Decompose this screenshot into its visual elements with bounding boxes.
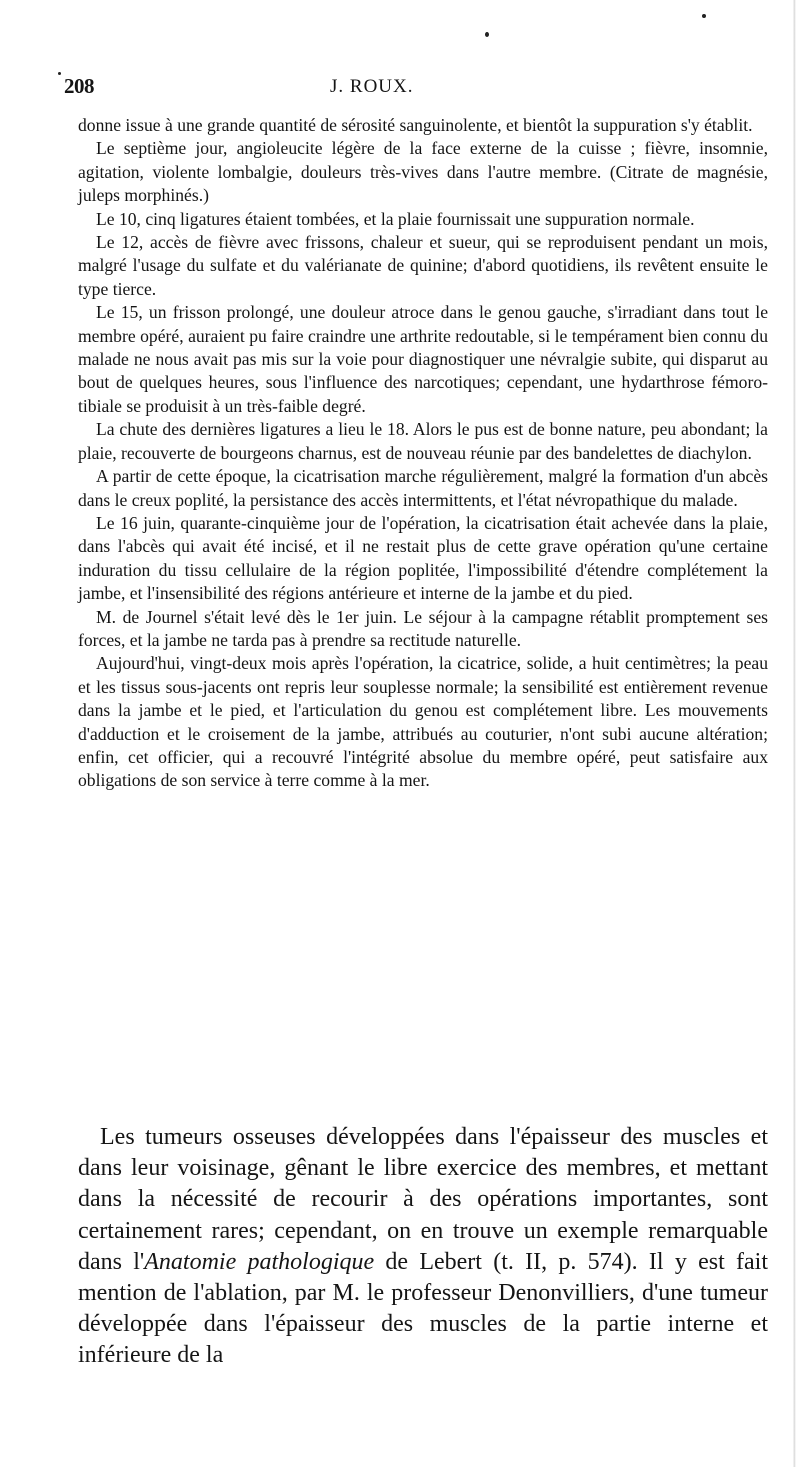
ink-speck [702, 14, 706, 18]
paragraph: M. de Journel s'était levé dès le 1er juin. Le séjour à la campagne rétablit promptement ses forces, et la jambe ne tarda pas à prendre sa rectitude naturelle. [78, 606, 768, 650]
large-paragraph [78, 1122, 768, 1372]
body-text [78, 114, 768, 793]
page-number: 208 [64, 74, 94, 98]
paragraph: A partir de cette époque, la cicatrisation marche régulièrement, malgré la formation d'un abcès dans le creux poplité, la persistance des accès intermittents, et l'état névropathique du malade. [78, 466, 768, 510]
ink-speck [485, 32, 489, 37]
paragraph: Le 15, un frisson prolongé, une douleur atroce dans le genou gauche, s'irradiant dans tout le membre opéré, auraient pu faire craindre une arthrite redoutable, si le tempérament bien connu du malade ne nous avait pas mis sur la voie pour diagnostiquer une névralgie subite, qui disparut au bout de quelques heures, sous l'influence des narcotiques; cependant, une hydarthrose fémoro-tibiale se produisit à un très-faible degré. [78, 302, 768, 416]
paragraph: Aujourd'hui, vingt-deux mois après l'opération, la cicatrice, solide, a huit centimètres; la peau et les tissus sous-jacents ont repris leur souplesse normale; la sensibilité est entièrement revenue dans la jambe et le pied, et l'articulation du genou est complétement libre. Les mouvements d'adduction et le croisement de la jambe, attribués au couturier, n'ont subi aucune altération; enfin, cet officier, qui a recouvré l'intégrité absolue du membre opéré, peut satisfaire aux obligations de son service à terre comme à la mer. [78, 653, 768, 791]
large-paragraph-part: Les tumeurs osseuses développées dans l'épaisseur des muscles et dans leur voisinage, gênant le libre exercice des membres, et mettant dans la nécessité de recourir à des opérations importantes, sont certainement rares; cependant, on en trouve un exemple remarquable dans l' [78, 1124, 768, 1275]
page-edge-shadow [793, 0, 796, 1467]
large-print-text [78, 1122, 768, 1372]
large-paragraph-part: de Lebert (t. II, p. 574). Il y est fait mention de l'ablation, par M. le professeur Denonvilliers, d'une tumeur développée dans l'épaisseur des muscles de la partie interne et inférieure de la [78, 1248, 769, 1369]
paragraph: donne issue à une grande quantité de sérosité sanguinolente, et bientôt la suppuration s'y établit. [78, 115, 753, 135]
page-header [0, 74, 800, 104]
running-head: J. ROUX. [330, 76, 414, 97]
paragraph: Le 10, cinq ligatures étaient tombées, et la plaie fournissait une suppuration normale. [96, 208, 695, 229]
book-title-italic: Anatomie pathologique [144, 1248, 375, 1275]
paragraph: Le 12, accès de fièvre avec frissons, chaleur et sueur, qui se reproduisent pendant un mois, malgré l'usage du sulfate et du valérianate de quinine; d'abord quotidiens, ils revêtent ensuite le type tierce. [78, 232, 768, 299]
paragraph: Le 16 juin, quarante-cinquième jour de l'opération, la cicatrisation était achevée dans la plaie, dans l'abcès qui avait été incisé, et il ne restait plus de cette grave opération qu'une certaine induration du tissu cellulaire de la région poplitée, l'impossibilité d'étendre complétement la jambe, et l'insensibilité des régions antérieure et interne de la jambe et du pied. [78, 512, 768, 604]
paragraph: La chute des dernières ligatures a lieu le 18. Alors le pus est de bonne nature, peu abondant; la plaie, recouverte de bourgeons charnus, est de nouveau réunie par des bandelettes de diachylon. [78, 419, 768, 463]
paragraph: Le septième jour, angioleucite légère de la face externe de la cuisse ; fièvre, insomnie, agitation, violente lombalgie, douleurs très-vives dans l'autre membre. (Citrate de magnésie, juleps morphinés.) [78, 138, 768, 206]
